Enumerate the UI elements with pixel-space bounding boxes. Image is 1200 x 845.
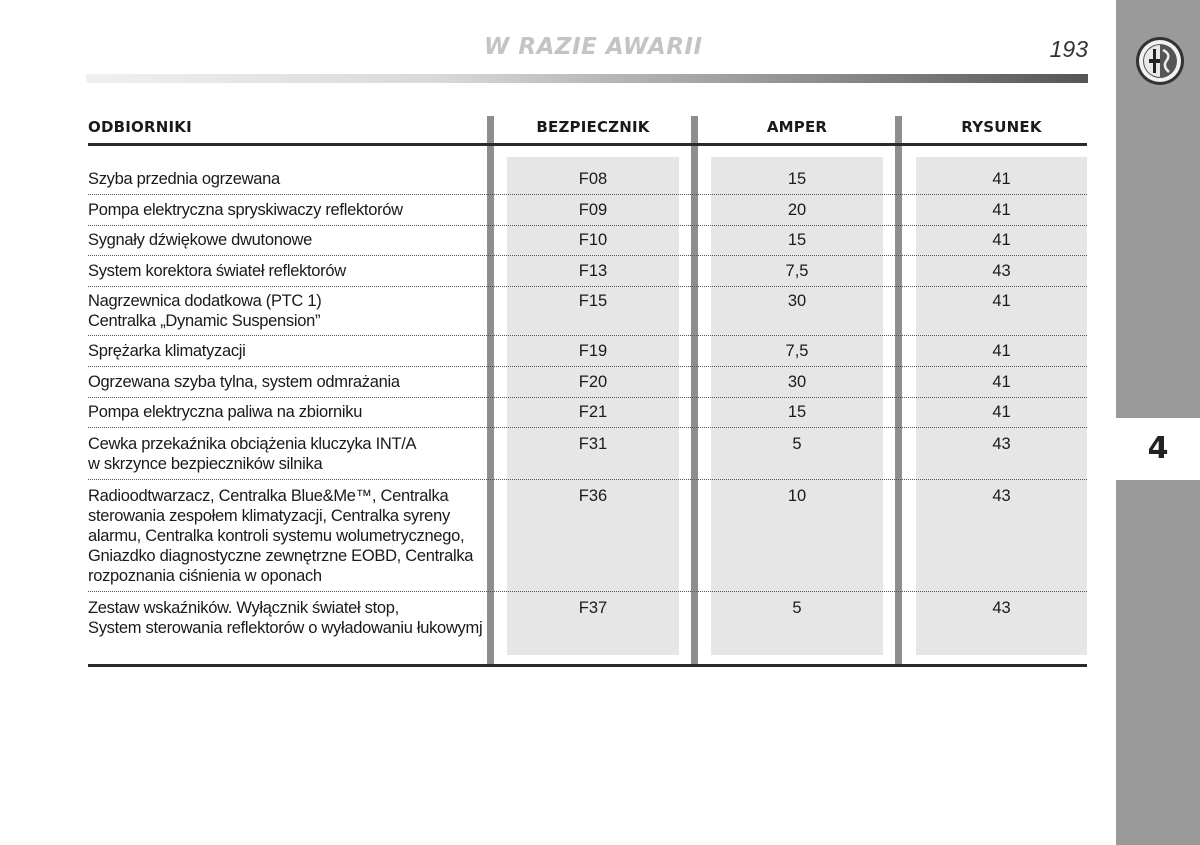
consumer-description: Pompa elektryczna spryskiwaczy reflektorów: [88, 201, 403, 219]
table-row: [88, 434, 1087, 480]
fuse-code: F10: [578, 231, 608, 249]
row-divider: [88, 591, 1087, 592]
amperage: 15: [787, 231, 807, 249]
fuse-code: F13: [578, 262, 608, 280]
row-divider: [88, 366, 1087, 367]
fuse-code: F36: [578, 487, 608, 505]
table-row: [88, 402, 1087, 428]
row-divider: [88, 255, 1087, 256]
alfa-romeo-badge-icon: [1135, 36, 1185, 86]
header-gradient-bar: [86, 74, 1088, 83]
column-header-fuse: BEZPIECZNIK: [536, 118, 650, 136]
section-title: W RAZIE AWARII: [484, 34, 703, 60]
column-header-amp: AMPER: [766, 118, 828, 136]
figure-number: 41: [992, 231, 1011, 249]
fuse-code: F20: [578, 373, 608, 391]
fuse-code: F19: [578, 342, 608, 360]
row-divider: [88, 286, 1087, 287]
consumer-description: Cewka przekaźnika obciążenia kluczyka INT/A w skrzynce bezpieczników silnika: [88, 435, 417, 473]
consumer-description: Szyba przednia ogrzewana: [88, 170, 280, 188]
table-row: [88, 169, 1087, 195]
row-divider: [88, 397, 1087, 398]
table-row: [88, 341, 1087, 367]
row-divider: [88, 427, 1087, 428]
amperage: 15: [787, 170, 807, 188]
figure-number: 41: [992, 403, 1011, 421]
table-row: [88, 486, 1087, 592]
consumer-description: Zestaw wskaźników. Wyłącznik świateł stop, System sterowania reflektorów o wyładowaniu łukowymj: [88, 599, 483, 637]
figure-number: 43: [992, 599, 1011, 617]
amperage: 15: [787, 403, 807, 421]
consumer-description: Sygnały dźwiękowe dwutonowe: [88, 231, 312, 249]
table-row: [88, 261, 1087, 287]
table-row: [88, 372, 1087, 398]
amperage: 7,5: [785, 262, 809, 280]
amperage: 5: [792, 435, 802, 453]
row-divider: [88, 194, 1087, 195]
figure-number: 41: [992, 201, 1011, 219]
figure-number: 41: [992, 292, 1011, 310]
consumer-description: Sprężarka klimatyzacji: [88, 342, 246, 360]
amperage: 5: [792, 599, 802, 617]
fuse-code: F31: [578, 435, 608, 453]
figure-number: 41: [992, 170, 1011, 188]
page-number: 193: [1049, 36, 1088, 62]
fuse-code: F37: [578, 599, 608, 617]
figure-number: 43: [992, 487, 1011, 505]
fuse-code: F15: [578, 292, 608, 310]
row-divider: [88, 335, 1087, 336]
consumer-description: Ogrzewana szyba tylna, system odmrażania: [88, 373, 400, 391]
row-divider: [88, 225, 1087, 226]
table-row: [88, 230, 1087, 256]
table-top-rule: [88, 143, 1087, 146]
fuse-code: F21: [578, 403, 608, 421]
table-row: [88, 200, 1087, 226]
table-row: [88, 598, 1087, 644]
figure-number: 41: [992, 373, 1011, 391]
consumer-description: Radioodtwarzacz, Centralka Blue&Me™, Centralka sterowania zespołem klimatyzacji, Centralka syreny alarmu, Centralka kontroli systemu wolumetrycznego, Gniazdko diagnostyczne zewnętrzne EOBD, Centralka rozpoznania ciśnienia w oponach: [88, 487, 474, 585]
consumer-description: Nagrzewnica dodatkowa (PTC 1) Centralka „Dynamic Suspension”: [88, 292, 322, 330]
fuse-code: F09: [578, 201, 608, 219]
amperage: 20: [787, 201, 807, 219]
fuse-code: F08: [578, 170, 608, 188]
chapter-number[interactable]: 4: [1147, 431, 1169, 466]
amperage: 10: [787, 487, 807, 505]
figure-number: 43: [992, 262, 1011, 280]
consumer-description: Pompa elektryczna paliwa na zbiorniku: [88, 403, 363, 421]
column-header-figure: RYSUNEK: [961, 118, 1042, 136]
amperage: 30: [787, 373, 807, 391]
figure-number: 41: [992, 342, 1011, 360]
amperage: 7,5: [785, 342, 809, 360]
table-bottom-rule: [88, 664, 1087, 667]
consumer-description: System korektora świateł reflektorów: [88, 262, 346, 280]
figure-number: 43: [992, 435, 1011, 453]
table-row: [88, 291, 1087, 336]
column-header-consumers: ODBIORNIKI: [88, 118, 192, 136]
row-divider: [88, 479, 1087, 480]
amperage: 30: [787, 292, 807, 310]
